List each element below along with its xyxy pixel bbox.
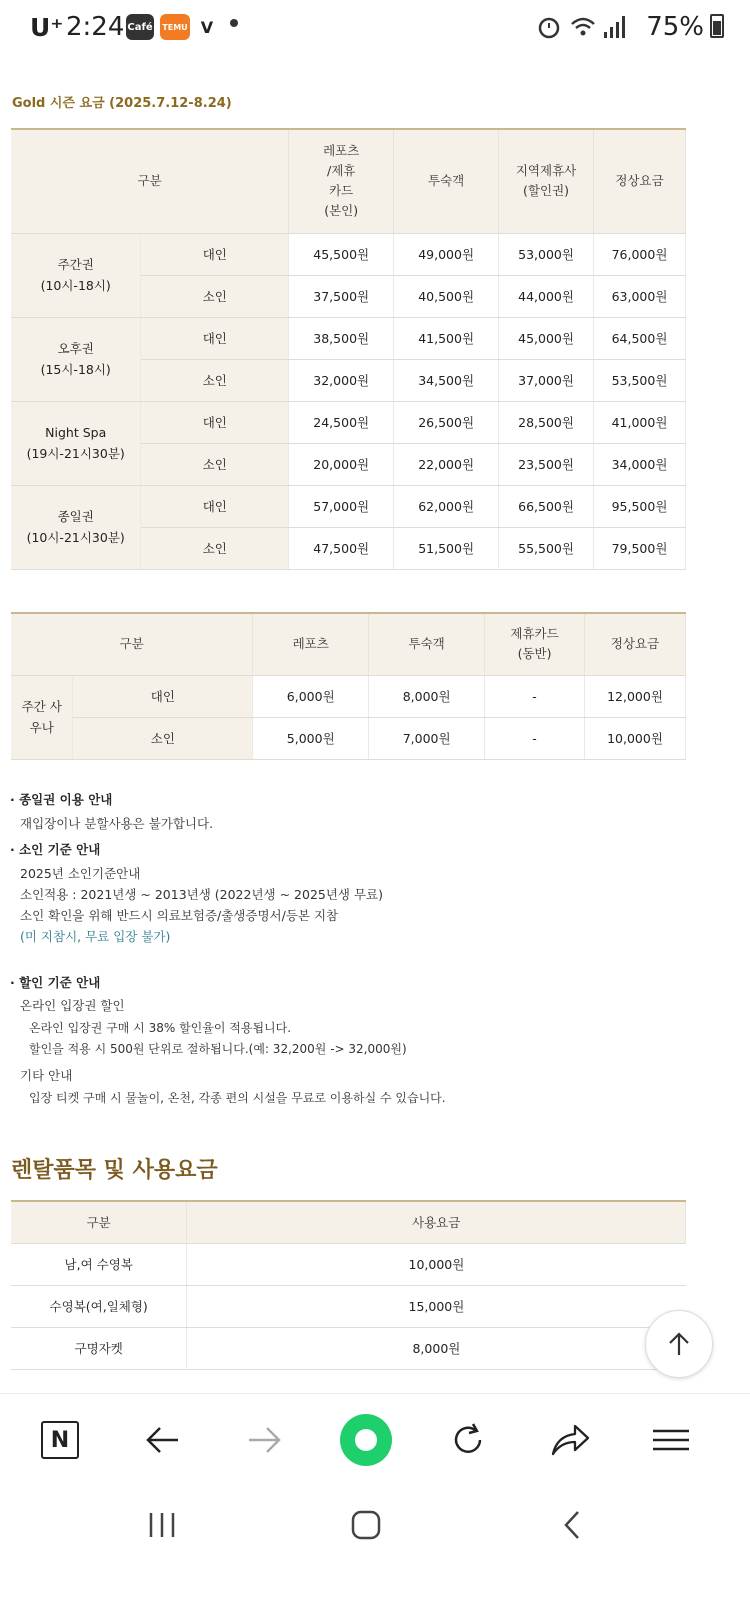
note-child-head-text: 소인 기준 안내 (19, 842, 101, 857)
menu-button[interactable] (643, 1412, 699, 1468)
refresh-icon (448, 1420, 488, 1460)
chevron-left-icon (560, 1509, 584, 1541)
table-row (11, 1327, 686, 1369)
naver-n-label: N (50, 1427, 70, 1453)
header-guest: 투숙객 (369, 613, 485, 675)
header-card (485, 613, 585, 675)
share-icon (549, 1420, 591, 1460)
naver-n-icon (41, 1421, 79, 1459)
price-cell: - (485, 717, 585, 759)
ticket-type-name: 오후권 (57, 341, 94, 356)
price-cell: 37,000원 (499, 359, 594, 401)
price-cell: 49,000원 (394, 233, 499, 275)
age-label: 대인 (73, 675, 253, 717)
price-cell: 5,000원 (253, 717, 369, 759)
header-regional (499, 129, 594, 233)
header-leports-l4: (본인) (324, 203, 359, 219)
price-cell: 7,000원 (369, 717, 485, 759)
browser-toolbar (0, 1393, 750, 1485)
cafe-app-icon: Café (126, 14, 154, 40)
age-label: 대인 (141, 485, 289, 527)
rental-table (11, 1200, 686, 1370)
ticket-type-cell (11, 233, 141, 317)
note-child-l1: 2025년 소인기준안내 (20, 866, 141, 881)
note-child-l4: (미 지참시, 무료 입장 불가) (20, 929, 171, 944)
note-etc-head: 기타 안내 (20, 1068, 73, 1083)
price-cell: 44,000원 (499, 275, 594, 317)
note-etc-l1: 입장 티켓 구매 시 물놀이, 온천, 각종 편의 시설을 무료로 이용하실 수 있습니다. (29, 1091, 446, 1105)
rental-title: 렌탈품목 및 사용요금 (11, 1158, 218, 1183)
price-cell: 79,500원 (594, 527, 686, 569)
sauna-name-cell (11, 675, 73, 759)
header-regular: 정상요금 (594, 129, 686, 233)
ticket-type-cell (11, 401, 141, 485)
header-card-l1: 제휴카드 (510, 626, 559, 642)
arrow-right-icon (245, 1420, 285, 1460)
system-back-button[interactable] (542, 1505, 602, 1545)
ticket-type-cell (11, 317, 141, 401)
back-button[interactable] (134, 1412, 190, 1468)
rental-item: 수영복(여,일체형) (11, 1285, 187, 1327)
notification-dot-icon (230, 19, 238, 27)
table-row (11, 233, 686, 275)
age-label: 소인 (141, 275, 289, 317)
price-cell: 41,000원 (594, 401, 686, 443)
price-cell: 76,000원 (594, 233, 686, 275)
note-allday-head: · 종일권 이용 안내 (10, 792, 113, 807)
ticket-type-name: 종일권 (57, 509, 94, 524)
header-guest: 투숙객 (394, 129, 499, 233)
share-button[interactable] (542, 1412, 598, 1468)
forward-button[interactable] (237, 1412, 293, 1468)
header-leports-l2: /제휴 (327, 163, 356, 179)
price-cell: 66,500원 (499, 485, 594, 527)
price-cell: 51,500원 (394, 527, 499, 569)
note-allday-head-text: 종일권 이용 안내 (19, 792, 113, 807)
ticket-type-hours: (15시-18시) (40, 362, 111, 377)
note-child-l2: 소인적용 : 2021년생 ~ 2013년생 (2022년생 ~ 2025년생 무료) (20, 887, 383, 902)
table-row (11, 317, 686, 359)
system-nav-bar (0, 1485, 750, 1609)
price-cell: - (485, 675, 585, 717)
price-cell: 53,000원 (499, 233, 594, 275)
recent-apps-button[interactable] (132, 1505, 192, 1545)
price-cell: 20,000원 (289, 443, 394, 485)
header-leports-l3: 카드 (329, 183, 354, 199)
scroll-to-top-button[interactable] (645, 1310, 713, 1378)
rental-fee: 15,000원 (187, 1285, 686, 1327)
home-icon (350, 1509, 382, 1541)
carrier-label: U⁺ (30, 13, 64, 42)
ticket-type-name: Night Spa (45, 425, 107, 440)
price-cell: 26,500원 (394, 401, 499, 443)
recent-apps-icon (145, 1510, 179, 1540)
price-cell: 62,000원 (394, 485, 499, 527)
rental-item: 구명자켓 (11, 1327, 187, 1369)
price-cell: 22,000원 (394, 443, 499, 485)
arrow-left-icon (142, 1420, 182, 1460)
table-row (11, 485, 686, 527)
header-category: 구분 (11, 1201, 187, 1243)
rental-item: 남,여 수영복 (11, 1243, 187, 1285)
price-cell: 8,000원 (369, 675, 485, 717)
ticket-type-name: 주간권 (57, 257, 94, 272)
sauna-table (11, 612, 686, 760)
green-dot-button[interactable] (338, 1412, 394, 1468)
price-cell: 47,500원 (289, 527, 394, 569)
price-cell: 6,000원 (253, 675, 369, 717)
age-label: 소인 (141, 359, 289, 401)
table-row (11, 1243, 686, 1285)
price-cell: 10,000원 (585, 717, 686, 759)
price-cell: 55,500원 (499, 527, 594, 569)
battery-icon (710, 14, 724, 38)
price-cell: 34,000원 (594, 443, 686, 485)
note-discount-head: · 할인 기준 안내 (10, 975, 101, 990)
ticket-type-hours: (10시-21시30분) (26, 530, 125, 545)
header-regional-l2: (할인권) (523, 183, 570, 199)
price-cell: 23,500원 (499, 443, 594, 485)
price-cell: 12,000원 (585, 675, 686, 717)
table-header-row (11, 129, 686, 233)
sauna-name-l1: 주간 사 (21, 699, 62, 714)
header-card-l2: (동반) (517, 646, 552, 662)
rental-fee: 8,000원 (187, 1327, 686, 1369)
price-cell: 64,500원 (594, 317, 686, 359)
header-regional-l1: 지역제휴사 (515, 163, 577, 179)
refresh-button[interactable] (440, 1412, 496, 1468)
temu-app-icon: TEMU (160, 14, 190, 40)
note-child-head: · 소인 기준 안내 (10, 842, 101, 857)
price-cell: 37,500원 (289, 275, 394, 317)
price-cell: 41,500원 (394, 317, 499, 359)
note-child-l3: 소인 확인을 위해 반드시 의료보험증/출생증명서/등본 지참 (20, 908, 339, 923)
status-bar (0, 0, 750, 56)
hamburger-menu-icon (651, 1420, 691, 1460)
price-cell: 38,500원 (289, 317, 394, 359)
rental-fee: 10,000원 (187, 1243, 686, 1285)
price-cell: 57,000원 (289, 485, 394, 527)
gold-season-table (11, 128, 686, 570)
price-cell: 32,000원 (289, 359, 394, 401)
table-row (11, 675, 686, 717)
table-header-row (11, 1201, 686, 1243)
note-online-head: 온라인 입장권 할인 (20, 998, 125, 1013)
ticket-type-cell (11, 485, 141, 569)
price-cell: 63,000원 (594, 275, 686, 317)
v-app-icon: V (194, 14, 220, 40)
arrow-up-icon (664, 1329, 694, 1359)
age-label: 대인 (141, 233, 289, 275)
header-category: 구분 (11, 613, 253, 675)
age-label: 대인 (141, 317, 289, 359)
age-label: 소인 (141, 527, 289, 569)
price-cell: 24,500원 (289, 401, 394, 443)
age-label: 대인 (141, 401, 289, 443)
age-label: 소인 (73, 717, 253, 759)
header-category: 구분 (11, 129, 289, 233)
note-allday-body: 재입장이나 분할사용은 불가합니다. (20, 816, 214, 831)
price-cell: 45,000원 (499, 317, 594, 359)
ticket-type-hours: (10시-18시) (40, 278, 111, 293)
clock: 2:24 (66, 12, 125, 42)
price-cell: 53,500원 (594, 359, 686, 401)
header-regular: 정상요금 (585, 613, 686, 675)
table-row (11, 717, 686, 759)
note-online-l1: 온라인 입장권 구매 시 38% 할인율이 적용됩니다. (29, 1021, 292, 1035)
price-cell: 40,500원 (394, 275, 499, 317)
table-row (11, 1285, 686, 1327)
price-cell: 28,500원 (499, 401, 594, 443)
header-fee: 사용요금 (187, 1201, 686, 1243)
green-circle-icon (338, 1412, 394, 1468)
price-cell: 45,500원 (289, 233, 394, 275)
naver-home-button[interactable] (32, 1412, 88, 1468)
home-button[interactable] (336, 1505, 396, 1545)
gold-season-title: Gold 시즌 요금 (2025.7.12-8.24) (12, 96, 232, 111)
header-leports-l1: 레포츠 (323, 143, 360, 159)
table-header-row (11, 613, 686, 675)
price-cell: 34,500원 (394, 359, 499, 401)
note-online-l2: 할인을 적용 시 500원 단위로 절하됩니다.(예: 32,200원 -> 32,000원) (29, 1042, 407, 1056)
note-discount-head-text: 할인 기준 안내 (19, 975, 101, 990)
header-leports: 레포츠 (253, 613, 369, 675)
battery-percent: 75% (646, 12, 704, 42)
ticket-type-hours: (19시-21시30분) (26, 446, 125, 461)
price-cell: 95,500원 (594, 485, 686, 527)
system-status-icons (538, 14, 628, 40)
table-row (11, 401, 686, 443)
sauna-name-l2: 우나 (29, 720, 54, 735)
header-leports (289, 129, 394, 233)
age-label: 소인 (141, 443, 289, 485)
